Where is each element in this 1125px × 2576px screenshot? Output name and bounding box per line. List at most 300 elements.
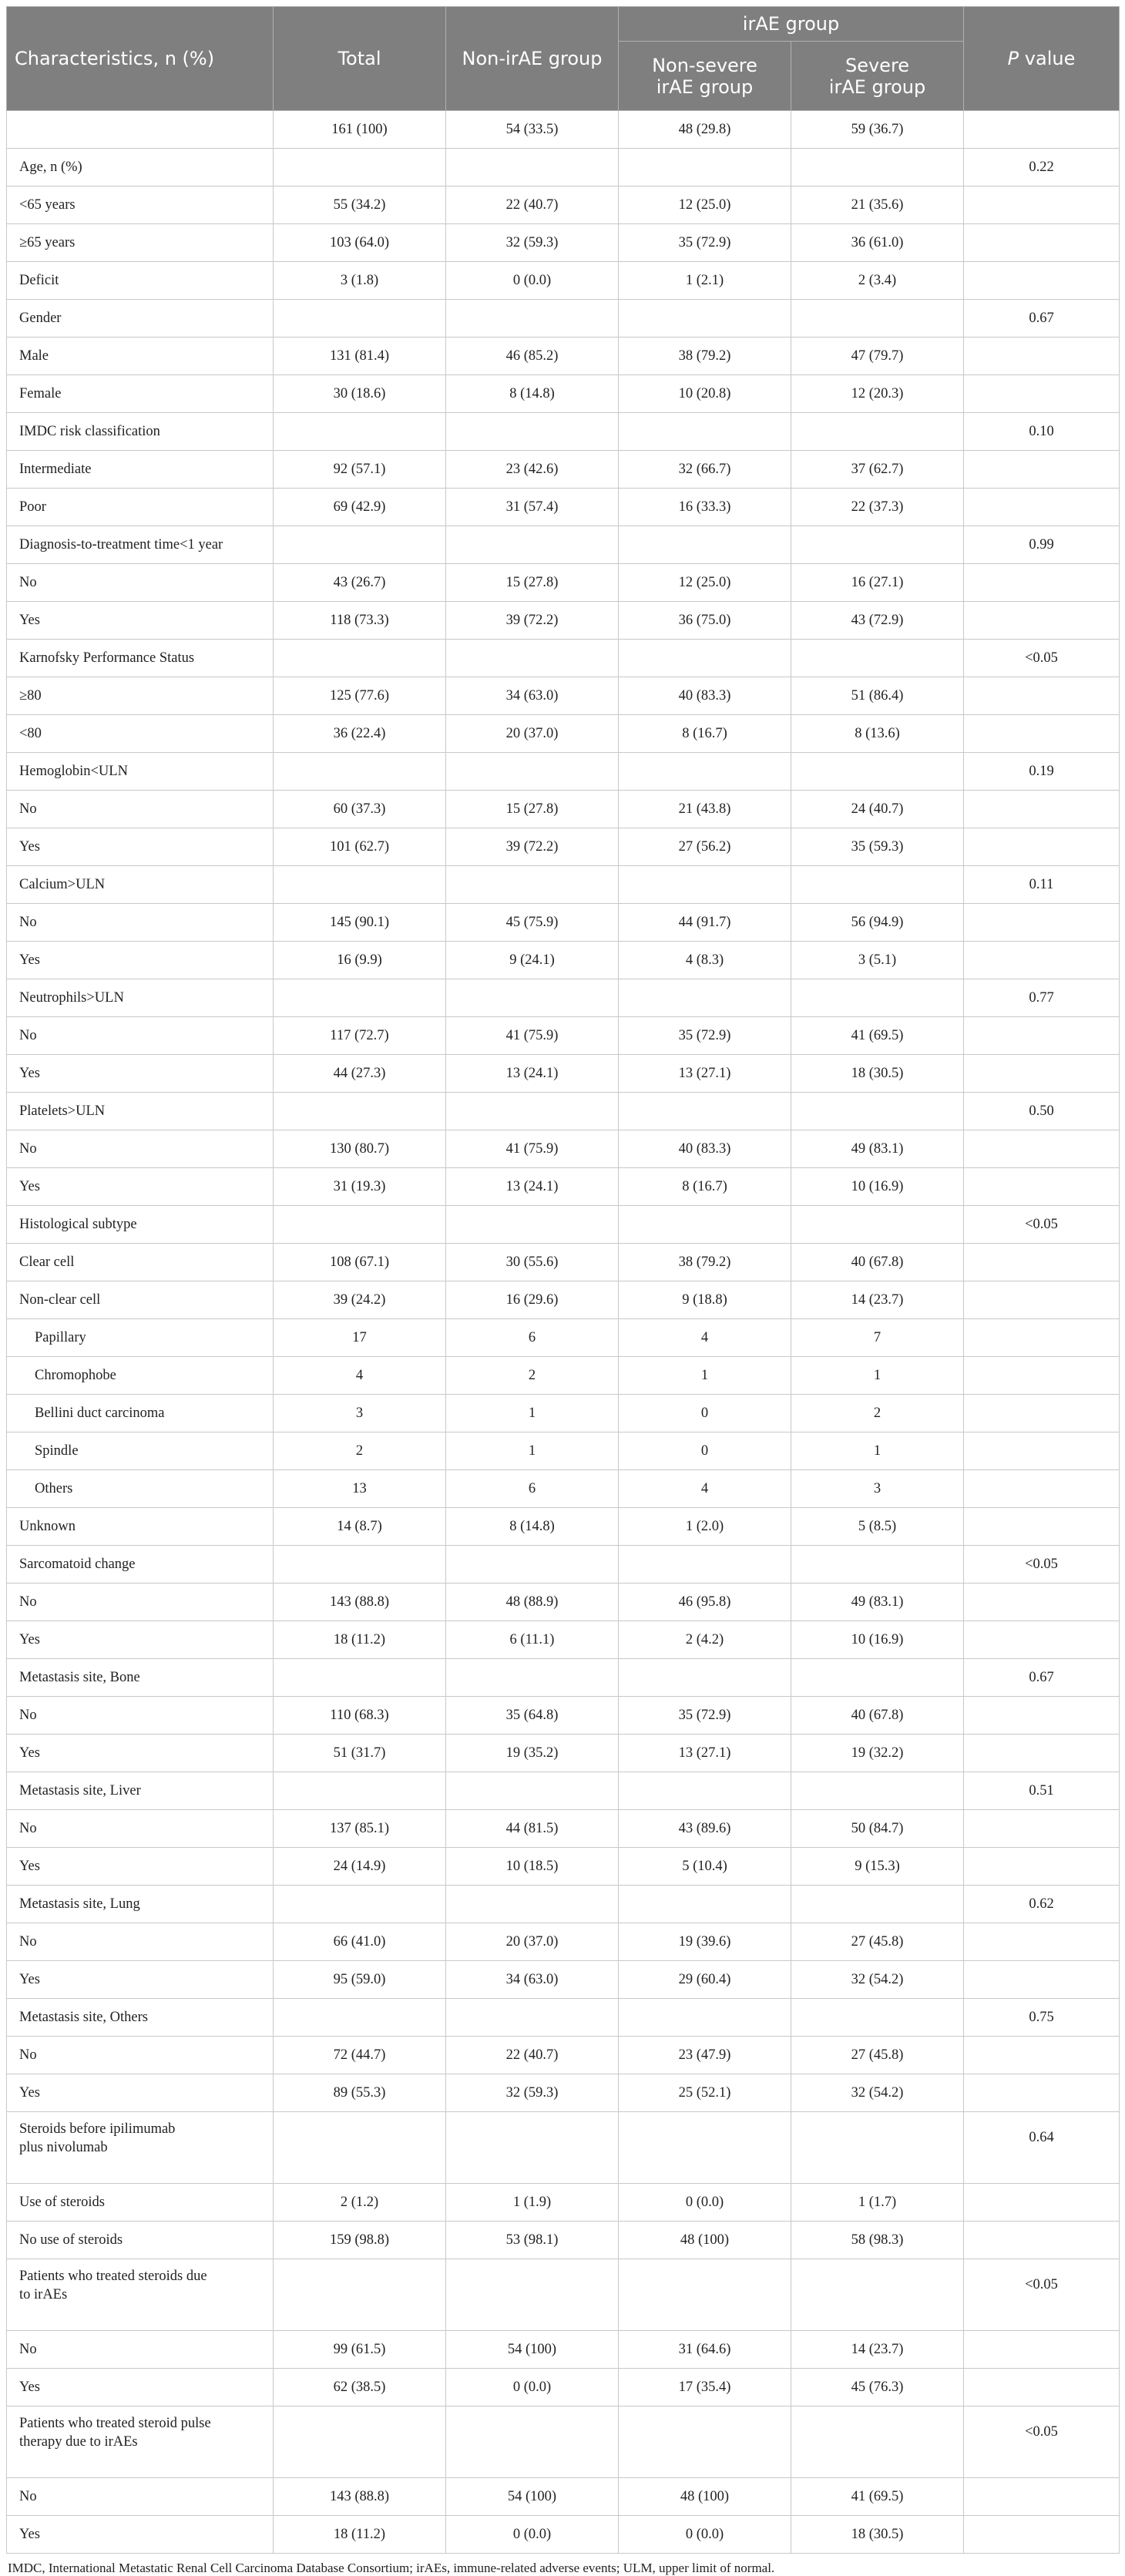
table-row xyxy=(7,489,1120,526)
characteristic-label: <65 years xyxy=(19,197,76,213)
cell-total: 92 (57.1) xyxy=(274,451,446,489)
cell-p-value: 0.99 xyxy=(964,526,1120,564)
header-non-irae: Non-irAE group xyxy=(446,7,619,111)
cell-severe: 27 (45.8) xyxy=(791,2037,964,2074)
cell-p-value xyxy=(964,1961,1120,1999)
cell-non-irae xyxy=(446,1999,619,2037)
cell-severe: 41 (69.5) xyxy=(791,1017,964,1055)
characteristic-label: Yes xyxy=(19,1632,40,1647)
characteristic-label: Yes xyxy=(19,2380,40,2395)
cell-severe xyxy=(791,1093,964,1130)
table-row xyxy=(7,1319,1120,1357)
cell-non-irae: 0 (0.0) xyxy=(446,262,619,300)
cell-non-severe: 40 (83.3) xyxy=(619,677,791,715)
cell-non-irae: 20 (37.0) xyxy=(446,1923,619,1961)
cell-non-severe: 27 (56.2) xyxy=(619,828,791,866)
cell-severe xyxy=(791,1546,964,1584)
characteristic-label: Others xyxy=(35,1481,73,1496)
table-row xyxy=(7,1508,1120,1546)
cell-p-value: 0.75 xyxy=(964,1999,1120,2037)
cell-p-value xyxy=(964,1017,1120,1055)
characteristic-label: No xyxy=(19,1934,37,1950)
cell-severe: 40 (67.8) xyxy=(791,1697,964,1735)
cell-non-severe: 2 (4.2) xyxy=(619,1621,791,1659)
cell-non-irae xyxy=(446,1206,619,1244)
cell-non-irae: 39 (72.2) xyxy=(446,602,619,640)
table-row xyxy=(7,526,1120,564)
cell-total xyxy=(274,1659,446,1697)
cell-severe: 14 (23.7) xyxy=(791,2331,964,2369)
cell-non-irae xyxy=(446,300,619,338)
cell-characteristic xyxy=(7,186,274,224)
cell-non-severe: 48 (100) xyxy=(619,2222,791,2259)
cell-non-severe: 1 (2.1) xyxy=(619,262,791,300)
cell-total: 95 (59.0) xyxy=(274,1961,446,1999)
cell-characteristic xyxy=(7,2478,274,2516)
cell-p-value: 0.62 xyxy=(964,1886,1120,1923)
cell-characteristic xyxy=(7,1886,274,1923)
cell-characteristic xyxy=(7,2259,274,2331)
cell-severe: 22 (37.3) xyxy=(791,489,964,526)
cell-p-value: 0.19 xyxy=(964,753,1120,791)
cell-characteristic xyxy=(7,338,274,375)
cell-characteristic xyxy=(7,564,274,602)
characteristic-label: Age, n (%) xyxy=(19,160,82,175)
cell-non-severe xyxy=(619,1659,791,1697)
characteristic-label: Yes xyxy=(19,952,40,968)
cell-total: 110 (68.3) xyxy=(274,1697,446,1735)
table-row xyxy=(7,1772,1120,1810)
characteristic-label: Yes xyxy=(19,1859,40,1874)
cell-non-severe xyxy=(619,2259,791,2331)
cell-p-value xyxy=(964,451,1120,489)
cell-non-irae: 31 (57.4) xyxy=(446,489,619,526)
cell-non-irae xyxy=(446,413,619,451)
cell-non-irae: 44 (81.5) xyxy=(446,1810,619,1848)
cell-characteristic xyxy=(7,602,274,640)
cell-severe: 14 (23.7) xyxy=(791,1281,964,1319)
cell-p-value xyxy=(964,2331,1120,2369)
cell-severe: 5 (8.5) xyxy=(791,1508,964,1546)
cell-total: 24 (14.9) xyxy=(274,1848,446,1886)
cell-characteristic xyxy=(7,1244,274,1281)
cell-total: 44 (27.3) xyxy=(274,1055,446,1093)
cell-characteristic xyxy=(7,942,274,979)
table-row xyxy=(7,1055,1120,1093)
cell-characteristic xyxy=(7,640,274,677)
header-p-rest: value xyxy=(1019,48,1076,69)
cell-characteristic xyxy=(7,1961,274,1999)
cell-non-severe xyxy=(619,2406,791,2478)
cell-non-irae: 22 (40.7) xyxy=(446,2037,619,2074)
characteristic-label: No xyxy=(19,575,37,590)
cell-non-severe: 0 (0.0) xyxy=(619,2516,791,2554)
characteristic-label: No xyxy=(19,1594,37,1610)
characteristic-label: Metastasis site, Bone xyxy=(19,1670,140,1685)
cell-severe: 18 (30.5) xyxy=(791,2516,964,2554)
cell-non-irae: 30 (55.6) xyxy=(446,1244,619,1281)
table-row xyxy=(7,1848,1120,1886)
cell-non-irae: 34 (63.0) xyxy=(446,677,619,715)
cell-p-value xyxy=(964,2037,1120,2074)
cell-characteristic xyxy=(7,2074,274,2112)
cell-non-severe: 29 (60.4) xyxy=(619,1961,791,1999)
cell-characteristic xyxy=(7,1017,274,1055)
cell-non-severe xyxy=(619,413,791,451)
cell-total: 125 (77.6) xyxy=(274,677,446,715)
cell-severe xyxy=(791,1886,964,1923)
cell-characteristic xyxy=(7,1093,274,1130)
cell-severe xyxy=(791,753,964,791)
cell-total xyxy=(274,866,446,904)
cell-non-severe: 4 xyxy=(619,1470,791,1508)
cell-total: 43 (26.7) xyxy=(274,564,446,602)
cell-non-irae: 6 xyxy=(446,1319,619,1357)
cell-severe: 36 (61.0) xyxy=(791,224,964,262)
cell-characteristic xyxy=(7,2184,274,2222)
cell-non-severe xyxy=(619,1999,791,2037)
cell-characteristic xyxy=(7,413,274,451)
cell-severe: 40 (67.8) xyxy=(791,1244,964,1281)
characteristic-label: Yes xyxy=(19,1179,40,1194)
cell-non-irae xyxy=(446,1659,619,1697)
cell-severe: 2 (3.4) xyxy=(791,262,964,300)
cell-p-value xyxy=(964,2222,1120,2259)
cell-total: 99 (61.5) xyxy=(274,2331,446,2369)
cell-non-irae: 8 (14.8) xyxy=(446,375,619,413)
cell-severe: 49 (83.1) xyxy=(791,1130,964,1168)
cell-characteristic xyxy=(7,224,274,262)
characteristic-label: Metastasis site, Liver xyxy=(19,1783,141,1798)
cell-total: 4 xyxy=(274,1357,446,1395)
cell-non-irae: 53 (98.1) xyxy=(446,2222,619,2259)
characteristic-label-line2: therapy due to irAEs xyxy=(19,2434,138,2450)
cell-p-value xyxy=(964,1735,1120,1772)
table-row xyxy=(7,1697,1120,1735)
cell-characteristic xyxy=(7,526,274,564)
cell-p-value xyxy=(964,1244,1120,1281)
characteristic-label: Papillary xyxy=(35,1330,86,1345)
cell-characteristic xyxy=(7,677,274,715)
table-row xyxy=(7,149,1120,186)
table-row xyxy=(7,715,1120,753)
characteristic-label: Intermediate xyxy=(19,462,92,477)
cell-p-value xyxy=(964,1055,1120,1093)
cell-characteristic xyxy=(7,2369,274,2406)
cell-characteristic xyxy=(7,1508,274,1546)
characteristics-table xyxy=(6,6,1120,2554)
cell-total: 130 (80.7) xyxy=(274,1130,446,1168)
cell-non-severe: 0 (0.0) xyxy=(619,2184,791,2222)
table-row xyxy=(7,375,1120,413)
cell-non-irae: 34 (63.0) xyxy=(446,1961,619,1999)
cell-non-irae: 6 (11.1) xyxy=(446,1621,619,1659)
characteristic-label: Hemoglobin<ULN xyxy=(19,764,128,779)
cell-non-irae xyxy=(446,149,619,186)
cell-total xyxy=(274,1886,446,1923)
cell-total: 3 xyxy=(274,1395,446,1432)
characteristic-label-line2: to irAEs xyxy=(19,2287,68,2302)
cell-severe: 21 (35.6) xyxy=(791,186,964,224)
table-row xyxy=(7,2478,1120,2516)
cell-p-value xyxy=(964,1621,1120,1659)
cell-p-value xyxy=(964,2184,1120,2222)
cell-p-value xyxy=(964,1810,1120,1848)
characteristic-label: Neutrophils>ULN xyxy=(19,990,124,1006)
characteristic-label: Yes xyxy=(19,613,40,628)
characteristic-label: Metastasis site, Others xyxy=(19,2010,148,2025)
cell-non-irae: 8 (14.8) xyxy=(446,1508,619,1546)
cell-p-value xyxy=(964,224,1120,262)
cell-non-severe xyxy=(619,640,791,677)
cell-p-value xyxy=(964,602,1120,640)
cell-p-value xyxy=(964,1168,1120,1206)
cell-non-severe xyxy=(619,866,791,904)
cell-characteristic xyxy=(7,300,274,338)
cell-p-value xyxy=(964,2074,1120,2112)
cell-p-value xyxy=(964,489,1120,526)
cell-total xyxy=(274,1772,446,1810)
cell-severe: 35 (59.3) xyxy=(791,828,964,866)
cell-non-severe: 0 xyxy=(619,1395,791,1432)
cell-p-value xyxy=(964,564,1120,602)
cell-severe: 49 (83.1) xyxy=(791,1584,964,1621)
cell-total: 143 (88.8) xyxy=(274,2478,446,2516)
characteristic-label: Yes xyxy=(19,1066,40,1081)
cell-non-irae xyxy=(446,1772,619,1810)
cell-non-severe: 48 (100) xyxy=(619,2478,791,2516)
cell-characteristic xyxy=(7,1130,274,1168)
table-footnote: IMDC, International Metastatic Renal Cell Carcinoma Database Consortium; irAEs, immune-related adverse events; ULM, upper limit of normal. xyxy=(8,2561,775,2575)
cell-characteristic xyxy=(7,1848,274,1886)
table-row xyxy=(7,451,1120,489)
cell-severe: 50 (84.7) xyxy=(791,1810,964,1848)
cell-non-irae xyxy=(446,753,619,791)
cell-characteristic xyxy=(7,828,274,866)
cell-non-irae: 19 (35.2) xyxy=(446,1735,619,1772)
cell-non-irae: 41 (75.9) xyxy=(446,1017,619,1055)
cell-non-severe: 32 (66.7) xyxy=(619,451,791,489)
characteristic-label: Karnofsky Performance Status xyxy=(19,650,195,666)
cell-characteristic xyxy=(7,451,274,489)
table-row xyxy=(7,1017,1120,1055)
cell-total xyxy=(274,640,446,677)
table-row xyxy=(7,1810,1120,1848)
cell-characteristic xyxy=(7,262,274,300)
cell-p-value xyxy=(964,1848,1120,1886)
table-row xyxy=(7,1395,1120,1432)
table-row xyxy=(7,300,1120,338)
cell-severe xyxy=(791,300,964,338)
table-row xyxy=(7,2074,1120,2112)
cell-total: 161 (100) xyxy=(274,111,446,149)
cell-characteristic xyxy=(7,791,274,828)
cell-characteristic xyxy=(7,1923,274,1961)
characteristic-label: No xyxy=(19,801,37,817)
cell-non-irae: 23 (42.6) xyxy=(446,451,619,489)
table-row xyxy=(7,1357,1120,1395)
cell-non-severe: 23 (47.9) xyxy=(619,2037,791,2074)
characteristic-label: ≥65 years xyxy=(19,235,76,250)
characteristic-label: Sarcomatoid change xyxy=(19,1557,136,1572)
table-row xyxy=(7,1432,1120,1470)
cell-characteristic xyxy=(7,1772,274,1810)
table-row xyxy=(7,1093,1120,1130)
cell-non-severe: 36 (75.0) xyxy=(619,602,791,640)
cell-total: 66 (41.0) xyxy=(274,1923,446,1961)
cell-non-severe: 17 (35.4) xyxy=(619,2369,791,2406)
cell-characteristic xyxy=(7,2112,274,2184)
cell-severe xyxy=(791,1206,964,1244)
cell-severe: 12 (20.3) xyxy=(791,375,964,413)
cell-non-severe: 35 (72.9) xyxy=(619,1017,791,1055)
cell-p-value xyxy=(964,111,1120,149)
cell-non-irae: 54 (33.5) xyxy=(446,111,619,149)
cell-characteristic xyxy=(7,2222,274,2259)
table-row xyxy=(7,186,1120,224)
cell-non-severe xyxy=(619,526,791,564)
cell-severe xyxy=(791,149,964,186)
cell-non-severe: 4 (8.3) xyxy=(619,942,791,979)
cell-severe: 41 (69.5) xyxy=(791,2478,964,2516)
table-row xyxy=(7,677,1120,715)
characteristic-label: Patients who treated steroid pulse xyxy=(19,2416,211,2431)
cell-characteristic xyxy=(7,1206,274,1244)
cell-total: 137 (85.1) xyxy=(274,1810,446,1848)
cell-non-irae xyxy=(446,2112,619,2184)
cell-severe xyxy=(791,2406,964,2478)
table-row xyxy=(7,1961,1120,1999)
cell-non-severe: 12 (25.0) xyxy=(619,186,791,224)
characteristic-label: Yes xyxy=(19,1972,40,1987)
cell-non-severe: 38 (79.2) xyxy=(619,1244,791,1281)
cell-severe: 47 (79.7) xyxy=(791,338,964,375)
characteristic-label: Gender xyxy=(19,311,62,326)
cell-non-irae: 2 xyxy=(446,1357,619,1395)
cell-severe: 10 (16.9) xyxy=(791,1168,964,1206)
table-row xyxy=(7,1735,1120,1772)
cell-total: 16 (9.9) xyxy=(274,942,446,979)
table-row xyxy=(7,1244,1120,1281)
table-row xyxy=(7,2222,1120,2259)
cell-p-value xyxy=(964,1432,1120,1470)
cell-non-irae xyxy=(446,1546,619,1584)
table-row xyxy=(7,602,1120,640)
cell-severe xyxy=(791,1772,964,1810)
table-row xyxy=(7,640,1120,677)
cell-p-value xyxy=(964,1584,1120,1621)
cell-characteristic xyxy=(7,375,274,413)
cell-severe xyxy=(791,526,964,564)
cell-p-value: <0.05 xyxy=(964,2406,1120,2478)
cell-non-severe: 44 (91.7) xyxy=(619,904,791,942)
cell-non-severe: 13 (27.1) xyxy=(619,1055,791,1093)
table-row xyxy=(7,791,1120,828)
cell-severe: 9 (15.3) xyxy=(791,1848,964,1886)
cell-p-value: 0.77 xyxy=(964,979,1120,1017)
table-row xyxy=(7,1999,1120,2037)
cell-p-value: 0.22 xyxy=(964,149,1120,186)
cell-total: 18 (11.2) xyxy=(274,2516,446,2554)
characteristic-label: Chromophobe xyxy=(35,1368,116,1383)
characteristic-label: No xyxy=(19,1821,37,1836)
cell-p-value: <0.05 xyxy=(964,2259,1120,2331)
cell-p-value: 0.51 xyxy=(964,1772,1120,1810)
cell-p-value: 0.67 xyxy=(964,300,1120,338)
table-row xyxy=(7,828,1120,866)
header-p-italic: P xyxy=(1007,48,1019,69)
characteristic-label: No xyxy=(19,2047,37,2063)
cell-non-irae: 54 (100) xyxy=(446,2331,619,2369)
table-row xyxy=(7,979,1120,1017)
cell-p-value xyxy=(964,942,1120,979)
cell-characteristic xyxy=(7,1810,274,1848)
cell-total xyxy=(274,753,446,791)
cell-p-value xyxy=(964,2516,1120,2554)
cell-severe: 56 (94.9) xyxy=(791,904,964,942)
cell-severe: 1 (1.7) xyxy=(791,2184,964,2222)
cell-total xyxy=(274,1999,446,2037)
cell-p-value xyxy=(964,1319,1120,1357)
cell-p-value xyxy=(964,1697,1120,1735)
cell-non-severe: 43 (89.6) xyxy=(619,1810,791,1848)
cell-non-irae: 20 (37.0) xyxy=(446,715,619,753)
cell-characteristic xyxy=(7,1395,274,1432)
cell-p-value: 0.67 xyxy=(964,1659,1120,1697)
table-row xyxy=(7,413,1120,451)
cell-non-irae: 35 (64.8) xyxy=(446,1697,619,1735)
cell-non-severe xyxy=(619,1772,791,1810)
cell-severe xyxy=(791,866,964,904)
cell-severe: 1 xyxy=(791,1357,964,1395)
cell-p-value xyxy=(964,1923,1120,1961)
cell-total: 60 (37.3) xyxy=(274,791,446,828)
cell-characteristic xyxy=(7,1659,274,1697)
cell-non-severe xyxy=(619,1093,791,1130)
table-row xyxy=(7,2184,1120,2222)
table-row xyxy=(7,1168,1120,1206)
header-non-severe: Non-severe irAE group xyxy=(619,42,791,111)
characteristic-label: Metastasis site, Lung xyxy=(19,1896,140,1912)
cell-characteristic xyxy=(7,753,274,791)
cell-p-value xyxy=(964,1130,1120,1168)
characteristic-label: Yes xyxy=(19,839,40,855)
cell-total: 62 (38.5) xyxy=(274,2369,446,2406)
table-row xyxy=(7,111,1120,149)
cell-total: 145 (90.1) xyxy=(274,904,446,942)
cell-p-value: <0.05 xyxy=(964,1206,1120,1244)
cell-total: 69 (42.9) xyxy=(274,489,446,526)
cell-total: 143 (88.8) xyxy=(274,1584,446,1621)
cell-non-severe xyxy=(619,300,791,338)
characteristic-label: Steroids before ipilimumab xyxy=(19,2121,176,2137)
characteristic-label: Poor xyxy=(19,499,46,515)
cell-non-irae: 1 xyxy=(446,1432,619,1470)
characteristic-label: No xyxy=(19,2342,37,2357)
cell-total: 13 xyxy=(274,1470,446,1508)
cell-total xyxy=(274,300,446,338)
cell-non-severe: 16 (33.3) xyxy=(619,489,791,526)
table-row xyxy=(7,338,1120,375)
cell-non-irae: 48 (88.9) xyxy=(446,1584,619,1621)
cell-non-severe: 1 xyxy=(619,1357,791,1395)
cell-severe: 3 (5.1) xyxy=(791,942,964,979)
cell-non-irae: 9 (24.1) xyxy=(446,942,619,979)
cell-non-severe: 4 xyxy=(619,1319,791,1357)
cell-severe: 32 (54.2) xyxy=(791,1961,964,1999)
cell-characteristic xyxy=(7,149,274,186)
table-row xyxy=(7,1206,1120,1244)
